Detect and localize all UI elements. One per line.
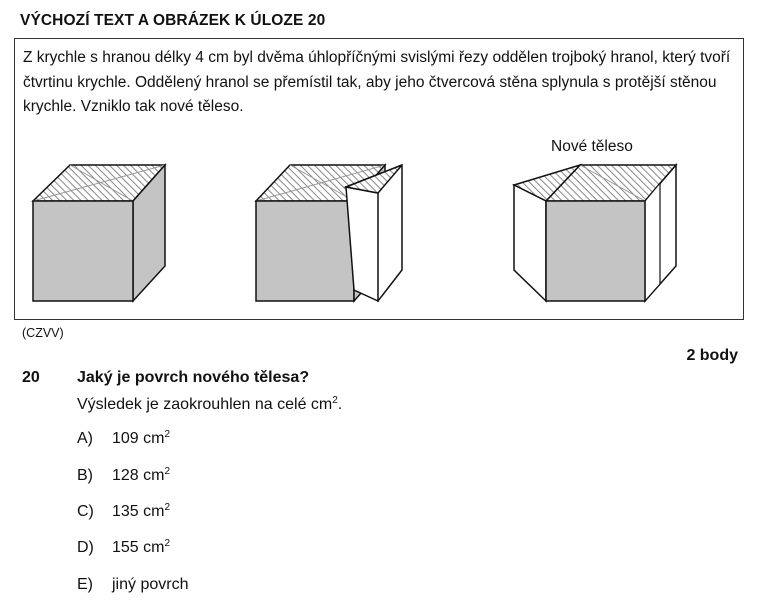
- cube-original: [33, 165, 165, 301]
- subtext-end: .: [337, 396, 343, 413]
- option-sup: 2: [164, 538, 171, 549]
- new-side-inner: [645, 183, 660, 301]
- new-front-face: [546, 201, 645, 301]
- prism-face-moved: [514, 185, 546, 301]
- option-a[interactable]: [77, 430, 170, 448]
- option-letter: B): [77, 467, 93, 484]
- figure-label: Nové těleso: [551, 138, 633, 155]
- source-note: (CZVV): [22, 326, 64, 340]
- points-label: 2 body: [686, 347, 738, 364]
- option-d[interactable]: [77, 539, 170, 557]
- option-b[interactable]: [77, 467, 170, 485]
- cube-front-face: [33, 201, 133, 301]
- option-sup: 2: [164, 502, 171, 513]
- option-c[interactable]: [77, 503, 170, 521]
- option-text: 109 cm: [112, 430, 165, 447]
- option-letter: D): [77, 539, 94, 556]
- option-text: 128 cm: [112, 467, 165, 484]
- cube-cut: [256, 165, 402, 301]
- option-e[interactable]: [77, 576, 188, 594]
- subtext-main: Výsledek je zaokrouhlen na celé cm: [77, 396, 333, 413]
- subtext-sup: 2: [332, 395, 338, 406]
- option-sup: 2: [164, 466, 171, 477]
- question-subtext: [77, 396, 342, 414]
- new-solid: [514, 165, 676, 301]
- option-text: 155 cm: [112, 539, 165, 556]
- option-text: jiný povrch: [112, 576, 189, 593]
- option-letter: E): [77, 576, 93, 593]
- option-sup: 2: [164, 429, 171, 440]
- question-number: 20: [22, 369, 40, 386]
- cut-cube-front-face: [256, 201, 354, 301]
- section-title: VÝCHOZÍ TEXT A OBRÁZEK K ÚLOZE 20: [20, 12, 326, 29]
- option-text: 135 cm: [112, 503, 165, 520]
- question-text: Jaký je povrch nového tělesa?: [77, 369, 310, 386]
- option-letter: C): [77, 503, 94, 520]
- intro-text: Z krychle s hranou délky 4 cm byl dvěma úhlopříčnými svislými řezy oddělen trojboký hranol, který tvoří čtvrtinu krychle. Oddělený hranol se přemístil tak, aby jeho čtvercová stěna splynula s protější stěnou krychle. Vzniklo tak nové těleso.: [23, 49, 731, 115]
- option-letter: A): [77, 430, 93, 447]
